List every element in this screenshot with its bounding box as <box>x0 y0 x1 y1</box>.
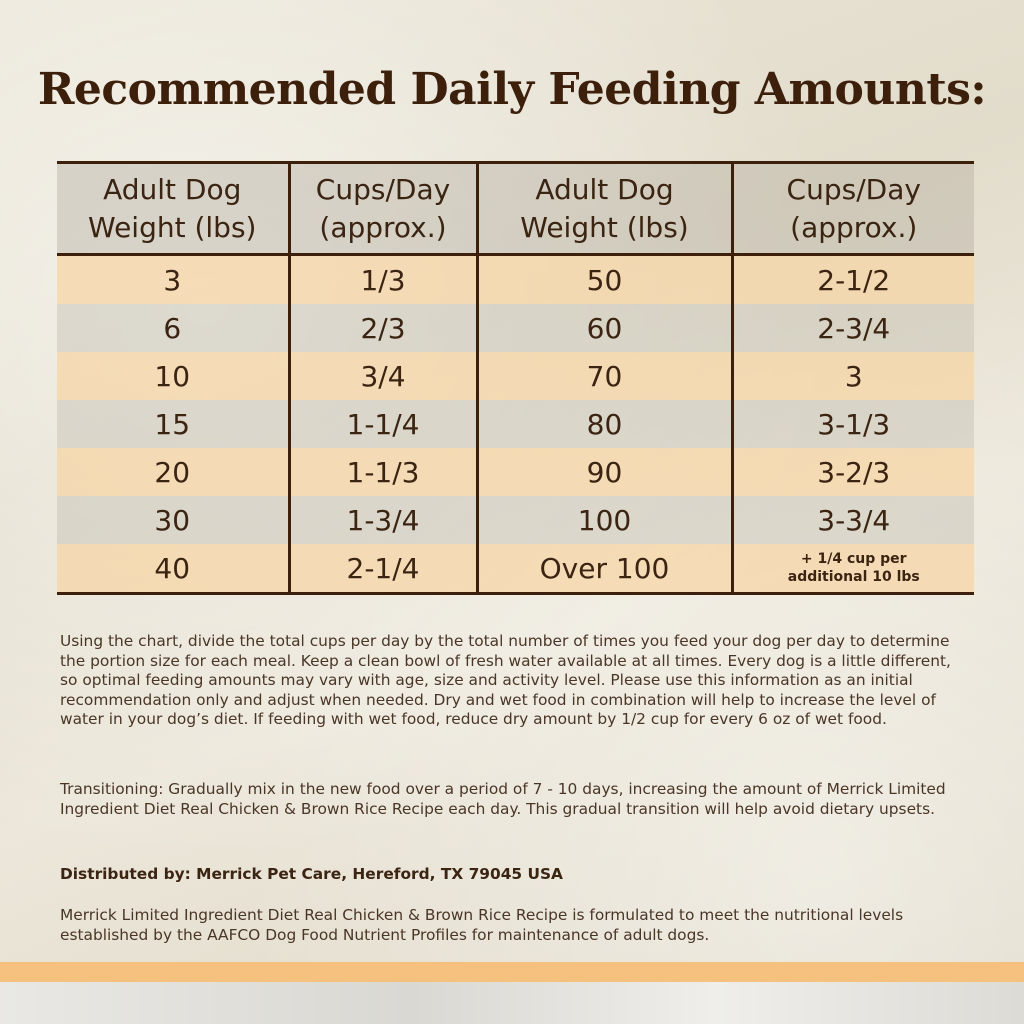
table-cell: 3-3/4 <box>732 496 974 544</box>
header-line: Cups/Day <box>786 172 921 206</box>
note-line: additional 10 lbs <box>787 569 920 585</box>
table-cell: 80 <box>477 400 732 448</box>
table-cell: 2/3 <box>289 304 477 352</box>
page-title: Recommended Daily Feeding Amounts: <box>37 64 987 115</box>
table-cell: 10 <box>57 352 289 400</box>
table-cell: 1-1/3 <box>289 448 477 496</box>
table-cell: 30 <box>57 496 289 544</box>
table-cell: 60 <box>477 304 732 352</box>
table-cell: 90 <box>477 448 732 496</box>
header-weight-2 <box>477 163 732 255</box>
table-row <box>57 544 974 594</box>
table-cell: 3 <box>57 255 289 305</box>
table-cell: 2-1/2 <box>732 255 974 305</box>
header-line: Weight (lbs) <box>520 210 689 244</box>
header-line: Adult Dog <box>103 172 242 206</box>
header-weight-1 <box>57 163 289 255</box>
table-cell: 2-3/4 <box>732 304 974 352</box>
aafco-statement: Merrick Limited Ingredient Diet Real Chicken & Brown Rice Recipe is formulated to meet the nutritional levels established by the AAFCO Dog Food Nutrient Profiles for maintenance of adult dogs. <box>60 906 904 944</box>
table-cell: 40 <box>57 544 289 594</box>
table-cell: 100 <box>477 496 732 544</box>
table-row <box>57 448 974 496</box>
note-line: + 1/4 cup per <box>800 551 907 567</box>
accent-stripe <box>0 962 1024 982</box>
usage-paragraph: Using the chart, divide the total cups per day by the total number of times you feed your dog per day to determine the portion size for each meal. Keep a clean bowl of fresh water available at all times. Every dog is a little different, so optimal feeding amounts may vary with age, size and activity level. Please use this information as an initial recommendation only and adjust when needed. Dry and wet food in combination will help to increase the level of water in your dog’s diet. If feeding with wet food, reduce dry amount by 1/2 cup for every 6 oz of wet food. <box>60 632 951 728</box>
table-cell: 3 <box>732 352 974 400</box>
distributor-line: Distributed by: Merrick Pet Care, Hereford, TX 79045 USA <box>60 865 563 883</box>
table-cell: 15 <box>57 400 289 448</box>
table-cell: Over 100 <box>477 544 732 594</box>
table-cell: 1-1/4 <box>289 400 477 448</box>
table-cell: 3/4 <box>289 352 477 400</box>
header-line: (approx.) <box>790 210 918 244</box>
table-cell: 1-3/4 <box>289 496 477 544</box>
header-line: (approx.) <box>319 210 447 244</box>
table-row <box>57 255 974 305</box>
transitioning-paragraph: Transitioning: Gradually mix in the new food over a period of 7 - 10 days, increasing the amount of Merrick Limited Ingredient Diet Real Chicken & Brown Rice Recipe each day. This gradual transition will help avoid dietary upsets. <box>60 780 946 818</box>
table-cell: 20 <box>57 448 289 496</box>
header-line: Cups/Day <box>315 172 451 206</box>
table-row <box>57 352 974 400</box>
table-header-row <box>57 163 974 255</box>
table-row <box>57 304 974 352</box>
table-cell: 70 <box>477 352 732 400</box>
header-line: Weight (lbs) <box>88 210 257 244</box>
table-cell: 6 <box>57 304 289 352</box>
table-row <box>57 400 974 448</box>
header-cups-1 <box>289 163 477 255</box>
table-cell: 2-1/4 <box>289 544 477 594</box>
header-cups-2 <box>732 163 974 255</box>
bottom-band <box>0 982 1024 1024</box>
table-cell: 50 <box>477 255 732 305</box>
header-line: Adult Dog <box>535 172 674 206</box>
table-cell: 3-1/3 <box>732 400 974 448</box>
feeding-table <box>57 161 974 595</box>
table-row <box>57 496 974 544</box>
table-cell: 1/3 <box>289 255 477 305</box>
additional-amount-note <box>732 544 974 594</box>
table-cell: 3-2/3 <box>732 448 974 496</box>
